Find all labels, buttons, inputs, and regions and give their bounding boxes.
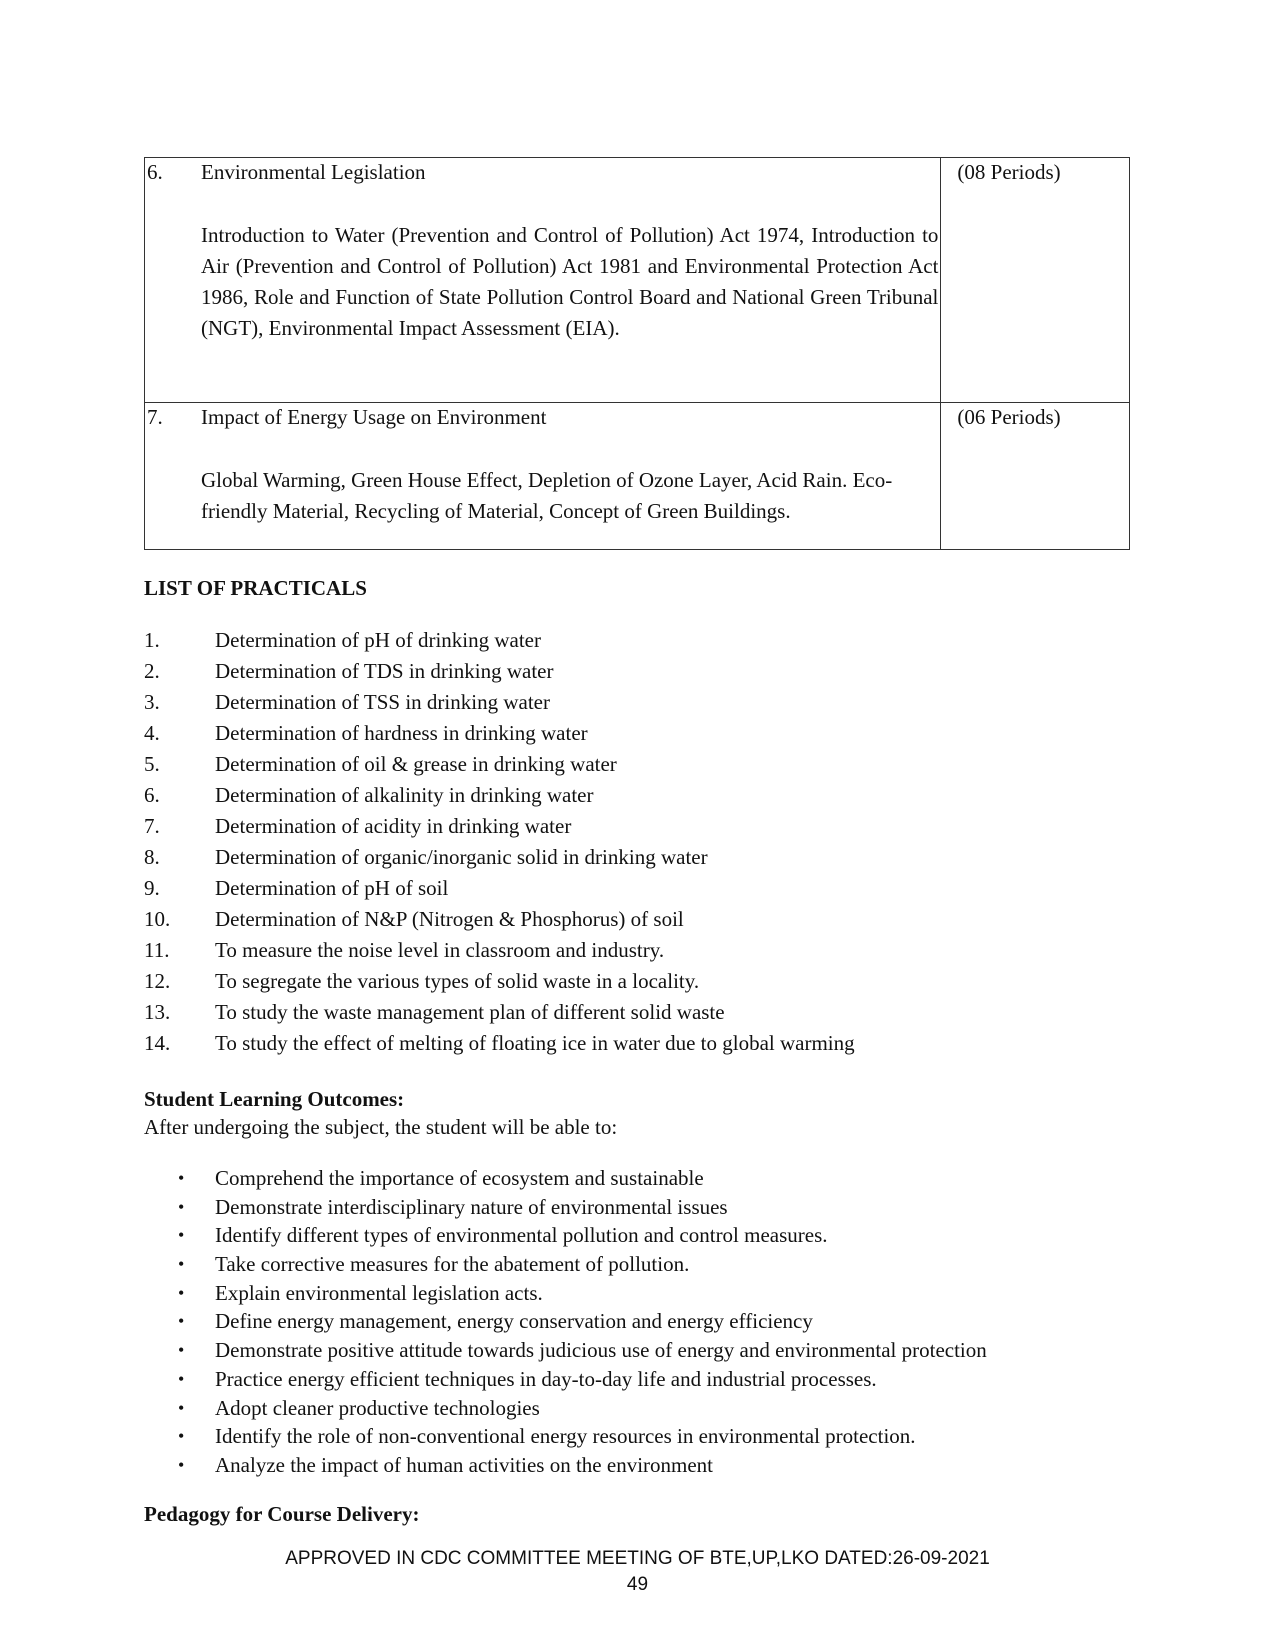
- unit-periods-cell: [941, 158, 1130, 403]
- bullet-icon: •: [178, 1340, 185, 1361]
- page-number: 49: [626, 1574, 649, 1595]
- document-page: 6. Environmental Legislation Introduction to Water (Prevention and Control of Pollution) Act 1974, Introduction to Air (Prevention and Control of Pollution) Act 1981 and Environmental Protection Act 1986, Role and Function of State Pollution Control Board and National Green Tribunal (NGT), Environmental Impact Assessment (EIA). (08 Periods) 7. Impact of Energy Usage on Environment Global Warming, Green House Effect, Depletion of Ozone Layer, Acid Rain. Eco-friendly Material, Recycling of Material, Concept of Green Buildings. (06 Periods) LIST OF PRACTICALS 1. Determination of pH of drinking water 2. Determination of TDS in drinking water 3. Determination of TSS in drinking water 4. Determination of hardness in drinking water 5. Determination of oil & grease in drinking water 6. Determination of alkalinity in drinking water 7. Determination of acidity in drinking water 8. Determination of organic/inorganic solid in drinking water 9. Determination of pH of soil 10. Determination of N&P (Nitrogen & Phosphorus) of soil 11. To measure the noise level in classroom and industry. 12. To segregate the various types of solid waste in a locality. 13. To study the waste management plan of different solid waste 14. To study the effect of melting of floating ice in water due to global warming Student Learning Outcomes: After undergoing the subject, the student will be able to: • Comprehend the importance of ecosystem and sustainable • Demonstrate interdisciplinary nature of environmental issues • Identify different types of environmental pollution and control measures. • Take corrective measures for the abatement of pollution. • Explain environmental legislation acts. • Define energy management, energy conservation and energy efficiency • Demonstrate positive attitude towards judicious use of energy and environmental protection • Practice energy efficient techniques in day-to-day life and industrial processes. • Adopt cleaner productive technologies • Identify the role of non-conventional energy resources in environmental protection. • Analyze the impact of human activities on the environment Pedagogy for Course Delivery: APPROVED IN CDC COMMITTEE MEETING OF BTE,UP,LKO DATED:26-09-2021 49: [0, 0, 1275, 1651]
- practicals-heading: LIST OF PRACTICALS: [144, 576, 367, 600]
- unit-content-cell: [145, 403, 941, 550]
- unit-row: [145, 403, 1130, 550]
- unit-content-cell: [145, 158, 941, 403]
- unit-number: 6.: [147, 160, 163, 184]
- bullet-icon: •: [178, 1225, 185, 1246]
- bullet-icon: •: [178, 1311, 185, 1332]
- unit-row: [145, 158, 1130, 403]
- unit-periods: (06 Periods): [957, 405, 1061, 429]
- unit-periods: (08 Periods): [957, 160, 1061, 184]
- unit-description: Introduction to Water (Prevention and Control of Pollution) Act 1974, Introduction to Air (Prevention and Control of Pollution) Act 1981 and Environmental Protection Act 1986, Role and Function of State Pollution Control Board and National Green Tribunal (NGT), Environmental Impact Assessment (EIA).: [201, 223, 939, 340]
- unit-periods-cell: [941, 403, 1130, 550]
- bullet-icon: •: [178, 1254, 185, 1275]
- units-table: [144, 157, 1130, 550]
- unit-title: Impact of Energy Usage on Environment: [201, 405, 547, 429]
- bullet-icon: •: [178, 1397, 185, 1418]
- pedagogy-heading: Pedagogy for Course Delivery:: [144, 1502, 420, 1526]
- bullet-icon: •: [178, 1454, 185, 1475]
- bullet-icon: •: [178, 1168, 185, 1188]
- approval-footer: APPROVED IN CDC COMMITTEE MEETING OF BTE,UP,LKO DATED:26-09-2021: [285, 1548, 990, 1569]
- bullet-icon: •: [178, 1282, 185, 1303]
- outcomes-intro: After undergoing the subject, the student will be able to:: [144, 1115, 618, 1139]
- bullet-icon: •: [178, 1196, 185, 1217]
- unit-number: 7.: [147, 405, 163, 429]
- unit-title: Environmental Legislation: [201, 160, 426, 184]
- unit-description: Global Warming, Green House Effect, Depletion of Ozone Layer, Acid Rain. Eco-friendly Material, Recycling of Material, Concept of Green Buildings.: [201, 468, 893, 523]
- bullet-icon: •: [178, 1426, 185, 1447]
- outcomes-heading: Student Learning Outcomes:: [144, 1087, 405, 1111]
- bullet-icon: •: [178, 1368, 185, 1389]
